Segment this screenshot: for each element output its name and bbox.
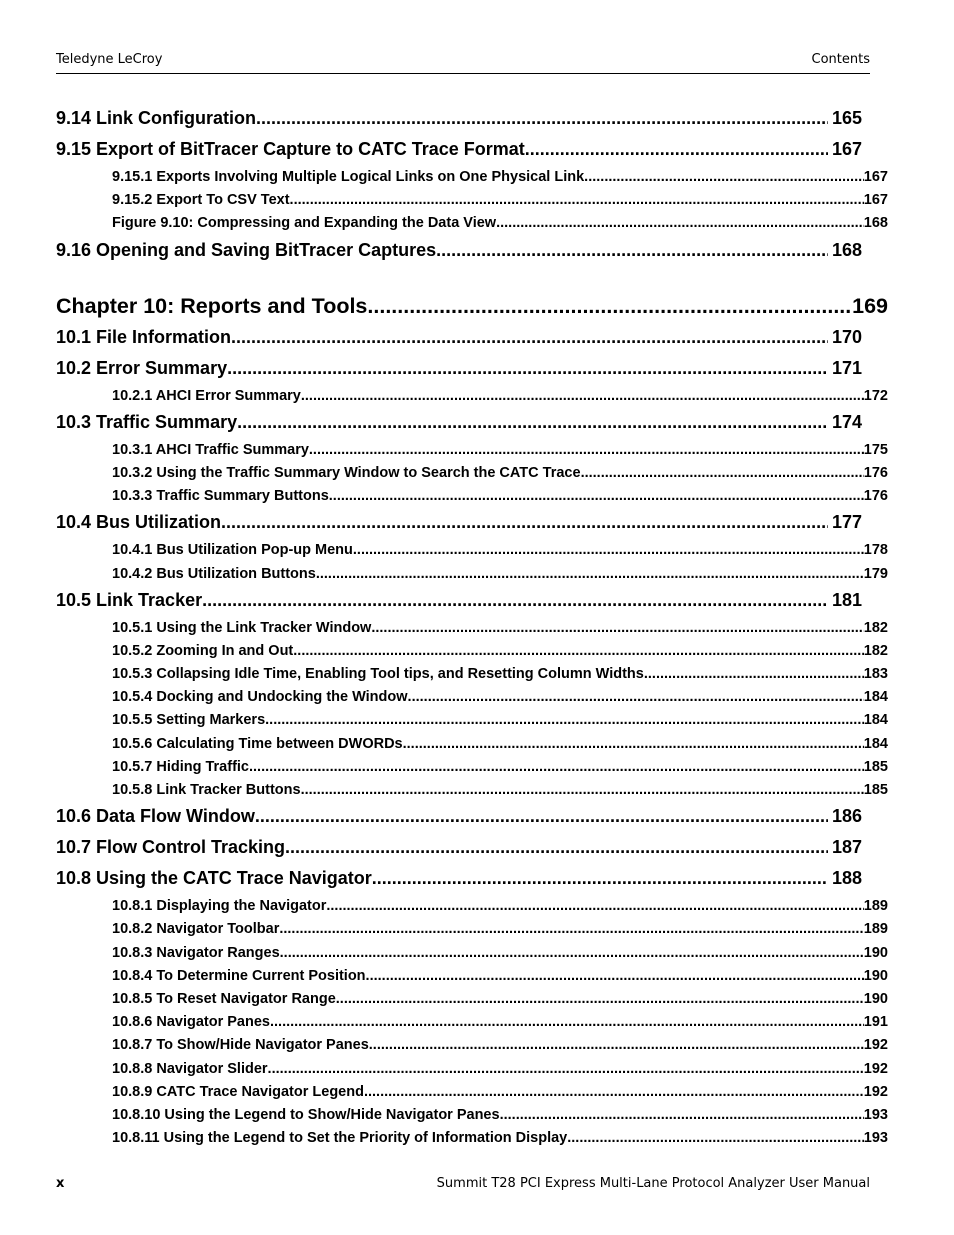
toc-entry-title: 10.5.1 Using the Link Tracker Window: [112, 619, 372, 636]
toc-entry-page: 168: [863, 215, 888, 232]
toc-dot-leader: [227, 354, 828, 382]
toc-entry-title: 10.5.4 Docking and Undocking the Window: [112, 689, 408, 706]
page-number: x: [56, 1176, 65, 1191]
toc-dot-leader: [581, 462, 864, 485]
toc-entry-title: 10.3.3 Traffic Summary Buttons: [112, 488, 329, 505]
toc-dot-leader: [329, 485, 864, 508]
toc-entry-title: 9.15.2 Export To CSV Text: [112, 192, 290, 209]
toc-entry-page: 182: [863, 619, 888, 636]
toc-subsection-entry[interactable]: [56, 1058, 888, 1081]
toc-entry-page: 171: [831, 357, 862, 378]
toc-subsection-entry[interactable]: [56, 539, 888, 562]
toc-dot-leader: [336, 988, 864, 1011]
toc-dot-leader: [293, 640, 864, 663]
toc-dot-leader: [237, 408, 828, 436]
toc-entry-title: 10.5.8 Link Tracker Buttons: [112, 782, 301, 798]
toc-entry-title: Figure 9.10: Compressing and Expanding the Data View: [112, 215, 497, 232]
toc-entry-page: 178: [863, 542, 888, 559]
toc-entry-title: 10.5.7 Hiding Traffic: [112, 758, 249, 775]
toc-subsection-entry[interactable]: [56, 1127, 888, 1150]
toc-entry-title: 10.1 File Information: [56, 326, 232, 347]
toc-entry-page: 192: [863, 1060, 888, 1077]
toc-subsection-entry[interactable]: [56, 1034, 888, 1057]
toc-subsection-entry[interactable]: [56, 918, 888, 941]
toc-entry-page: 184: [863, 689, 888, 706]
toc-entry-title: 10.4.2 Bus Utilization Buttons: [112, 565, 316, 582]
toc-subsection-entry[interactable]: [56, 895, 888, 918]
toc-subsection-entry[interactable]: [56, 485, 888, 508]
toc-entry-page: 185: [863, 782, 888, 798]
toc-subsection-entry[interactable]: [56, 1011, 888, 1034]
toc-subsection-entry[interactable]: [56, 1104, 888, 1127]
toc-subsection-entry[interactable]: [56, 779, 888, 802]
toc-entry-title: 10.4 Bus Utilization: [56, 512, 222, 533]
toc-subsection-entry[interactable]: [56, 686, 888, 709]
toc-entry-title: Chapter 10: Reports and Tools: [56, 293, 368, 318]
toc-dot-leader: [567, 1127, 864, 1150]
toc-entry-page: 177: [831, 512, 862, 533]
toc-dot-leader: [309, 439, 864, 462]
toc-dot-leader: [202, 586, 828, 614]
toc-entry-title: 10.2 Error Summary: [56, 357, 228, 378]
toc-entry-title: 10.8.5 To Reset Navigator Range: [112, 990, 336, 1007]
toc-entry-page: 167: [863, 192, 888, 209]
toc-dot-leader: [280, 942, 864, 965]
toc-entry-page: 188: [831, 868, 862, 889]
chapter-spacer: [56, 267, 862, 289]
toc-entry-page: 169: [852, 293, 888, 318]
toc-entry-page: 175: [863, 441, 888, 458]
toc-subsection-entry[interactable]: [56, 617, 888, 640]
toc-dot-leader: [270, 1011, 864, 1034]
toc-entry-title: 10.8.3 Navigator Ranges: [112, 944, 280, 961]
toc-entry-page: 168: [831, 239, 862, 260]
toc-section-entry[interactable]: [56, 135, 862, 166]
toc-dot-leader: [353, 539, 864, 562]
toc-subsection-entry[interactable]: [56, 942, 888, 965]
toc-subsection-entry[interactable]: [56, 189, 888, 212]
toc-entry-page: 183: [863, 666, 888, 683]
toc-dot-leader: [369, 1034, 864, 1057]
toc-entry-page: 193: [863, 1106, 888, 1123]
toc-subsection-entry[interactable]: [56, 640, 888, 663]
toc-entry-title: 10.3.1 AHCI Traffic Summary: [112, 441, 309, 458]
toc-entry-title: 10.4.1 Bus Utilization Pop-up Menu: [112, 542, 353, 559]
toc-section-entry[interactable]: [56, 354, 862, 385]
toc-entry-page: 181: [831, 589, 862, 610]
toc-dot-leader: [249, 756, 864, 779]
toc-entry-title: 10.5.5 Setting Markers: [112, 712, 266, 729]
toc-entry-page: 174: [831, 411, 862, 432]
toc-section-entry[interactable]: [56, 408, 862, 439]
toc-entry-page: 190: [863, 990, 888, 1007]
toc-subsection-entry[interactable]: [56, 756, 888, 779]
toc-dot-leader: [290, 189, 864, 212]
toc-dot-leader: [231, 323, 828, 351]
toc-section-entry[interactable]: [56, 586, 862, 617]
toc-entry-title: 10.5 Link Tracker: [56, 589, 203, 610]
toc-dot-leader: [268, 1058, 864, 1081]
toc-dot-leader: [364, 1081, 864, 1104]
toc-section-entry[interactable]: [56, 802, 862, 833]
toc-entry-title: 10.3.2 Using the Traffic Summary Window to Search the CATC Trace: [112, 464, 581, 481]
toc-entry-page: 192: [863, 1037, 888, 1054]
header-section: Contents: [811, 52, 870, 67]
toc-section-entry[interactable]: [56, 508, 862, 539]
toc-dot-leader: [265, 709, 864, 732]
toc-dot-leader: [301, 779, 864, 802]
toc-entry-page: 193: [863, 1130, 888, 1147]
toc-dot-leader: [408, 686, 864, 709]
table-of-contents: [56, 104, 888, 1150]
toc-entry-title: 10.8.4 To Determine Current Position: [112, 967, 366, 984]
toc-subsection-entry[interactable]: [56, 462, 888, 485]
toc-entry-title: 10.8.11 Using the Legend to Set the Priority of Information Display: [112, 1130, 568, 1147]
toc-entry-page: 186: [831, 806, 862, 827]
toc-section-entry[interactable]: [56, 323, 862, 354]
toc-entry-title: 10.8.2 Navigator Toolbar: [112, 921, 280, 938]
toc-subsection-entry[interactable]: [56, 733, 888, 756]
toc-dot-leader: [255, 802, 828, 830]
toc-entry-page: 192: [863, 1083, 888, 1100]
toc-entry-title: 9.15.1 Exports Involving Multiple Logical Links on One Physical Link: [112, 169, 585, 185]
toc-dot-leader: [403, 733, 864, 756]
toc-subsection-entry[interactable]: [56, 166, 888, 189]
toc-entry-page: 167: [831, 139, 862, 159]
toc-entry-page: 185: [863, 758, 888, 775]
toc-entry-title: 9.14 Link Configuration: [56, 108, 257, 128]
toc-entry-page: 190: [863, 967, 888, 984]
toc-entry-page: 179: [863, 565, 888, 582]
toc-entry-title: 10.5.2 Zooming In and Out: [112, 642, 294, 659]
toc-entry-title: 10.8.10 Using the Legend to Show/Hide Navigator Panes: [112, 1106, 500, 1123]
toc-entry-page: 176: [863, 488, 888, 505]
toc-entry-page: 184: [863, 735, 888, 752]
toc-entry-page: 172: [863, 387, 888, 404]
toc-entry-title: 10.3 Traffic Summary: [56, 411, 238, 432]
toc-dot-leader: [256, 104, 828, 132]
footer-manual-title: Summit T28 PCI Express Multi-Lane Protocol Analyzer User Manual: [436, 1176, 870, 1191]
page-header: [56, 52, 870, 70]
toc-dot-leader: [496, 212, 864, 235]
toc-section-entry[interactable]: [56, 104, 862, 135]
header-rule: [56, 73, 870, 74]
toc-dot-leader: [279, 918, 863, 941]
toc-chapter-entry[interactable]: [56, 289, 888, 323]
toc-dot-leader: [436, 236, 828, 264]
toc-dot-leader: [367, 289, 852, 323]
toc-entry-page: 176: [863, 464, 888, 481]
toc-entry-title: 10.7 Flow Control Tracking: [56, 837, 286, 858]
toc-entry-page: 167: [863, 169, 888, 185]
toc-subsection-entry[interactable]: [56, 709, 888, 732]
toc-section-entry[interactable]: [56, 864, 862, 895]
toc-entry-title: 10.5.6 Calculating Time between DWORDs: [112, 735, 403, 752]
toc-dot-leader: [285, 833, 828, 861]
toc-section-entry[interactable]: [56, 236, 862, 267]
toc-entry-title: 10.8.1 Displaying the Navigator: [112, 898, 327, 915]
toc-subsection-entry[interactable]: [56, 439, 888, 462]
toc-dot-leader: [500, 1104, 864, 1127]
toc-entry-title: 9.15 Export of BitTracer Capture to CATC Trace Format: [56, 139, 525, 159]
toc-subsection-entry[interactable]: [56, 988, 888, 1011]
toc-entry-title: 10.2.1 AHCI Error Summary: [112, 387, 301, 404]
toc-dot-leader: [326, 895, 863, 918]
toc-subsection-entry[interactable]: [56, 563, 888, 586]
toc-entry-title: 10.5.3 Collapsing Idle Time, Enabling Tool tips, and Resetting Column Widths: [112, 666, 644, 683]
toc-entry-title: 10.8.8 Navigator Slider: [112, 1060, 268, 1077]
toc-entry-title: 10.8.9 CATC Trace Navigator Legend: [112, 1083, 364, 1100]
toc-dot-leader: [316, 563, 864, 586]
toc-entry-title: 9.16 Opening and Saving BitTracer Captures: [56, 239, 437, 260]
toc-subsection-entry[interactable]: [56, 212, 888, 235]
toc-dot-leader: [366, 965, 864, 988]
toc-dot-leader: [644, 663, 864, 686]
toc-entry-page: 165: [831, 108, 862, 128]
toc-dot-leader: [221, 508, 828, 536]
toc-subsection-entry[interactable]: [56, 385, 888, 408]
toc-dot-leader: [525, 135, 828, 163]
toc-entry-page: 190: [863, 944, 888, 961]
page-footer: [56, 1176, 870, 1194]
toc-entry-title: 10.8.6 Navigator Panes: [112, 1014, 270, 1031]
toc-subsection-entry[interactable]: [56, 663, 888, 686]
toc-entry-page: 184: [863, 712, 888, 729]
header-company: Teledyne LeCroy: [56, 52, 163, 67]
toc-subsection-entry[interactable]: [56, 1081, 888, 1104]
toc-dot-leader: [371, 617, 863, 640]
toc-entry-page: 187: [831, 837, 862, 858]
toc-entry-title: 10.8.7 To Show/Hide Navigator Panes: [112, 1037, 369, 1054]
toc-subsection-entry[interactable]: [56, 965, 888, 988]
toc-entry-page: 170: [831, 326, 862, 347]
toc-dot-leader: [584, 166, 864, 189]
toc-entry-title: 10.8 Using the CATC Trace Navigator: [56, 868, 372, 889]
toc-entry-title: 10.6 Data Flow Window: [56, 806, 255, 827]
toc-section-entry[interactable]: [56, 833, 862, 864]
toc-dot-leader: [372, 864, 828, 892]
toc-entry-page: 189: [863, 898, 888, 915]
toc-entry-page: 189: [863, 921, 888, 938]
toc-entry-page: 191: [863, 1014, 888, 1031]
toc-entry-page: 182: [863, 642, 888, 659]
toc-dot-leader: [301, 385, 864, 408]
